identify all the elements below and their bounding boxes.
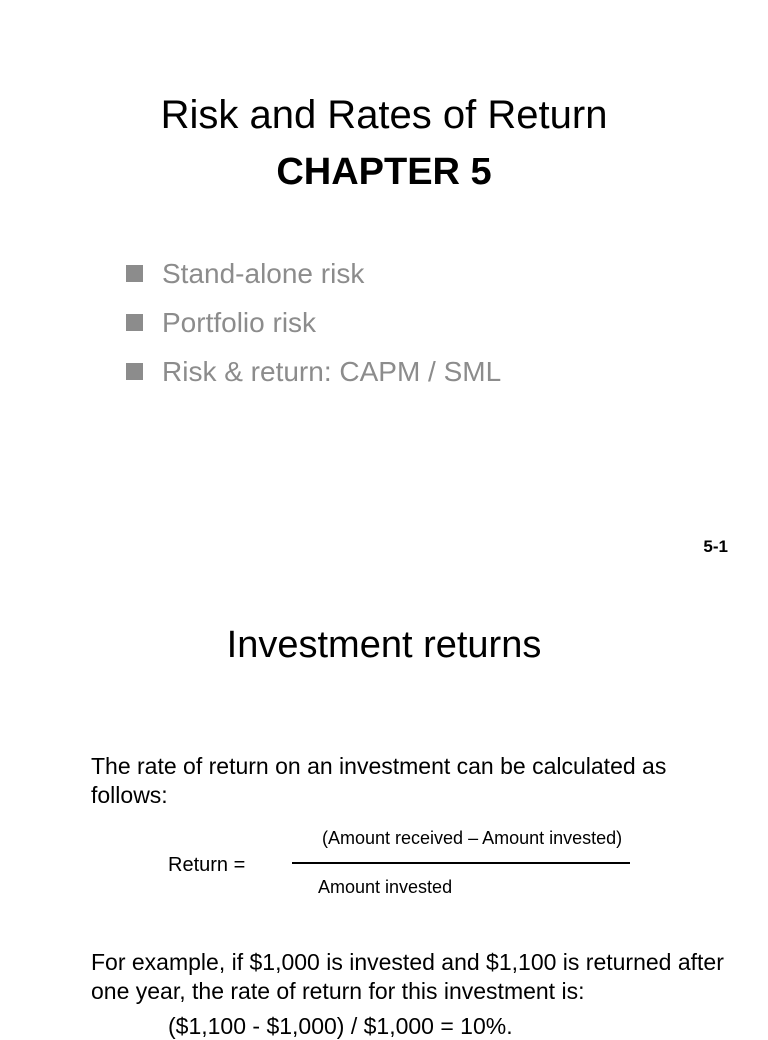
formula-numerator: (Amount received – Amount invested): [322, 828, 623, 848]
fraction-bar: [292, 862, 630, 864]
example-calculation: ($1,100 - $1,000) / $1,000 = 10%.: [168, 1013, 513, 1039]
slide-2: [0, 575, 768, 1039]
formula-label: Return =: [168, 854, 246, 876]
square-bullet-icon: [126, 314, 143, 331]
slide-title: Investment returns: [226, 624, 542, 666]
chapter-heading: CHAPTER 5: [276, 151, 492, 193]
bullet-list: [126, 249, 501, 396]
square-bullet-icon: [126, 363, 143, 380]
bullet-text: Risk & return: CAPM / SML: [162, 355, 502, 387]
slide-title: Risk and Rates of Return: [160, 93, 608, 137]
formula-denominator: Amount invested: [318, 877, 453, 897]
slide-number: 5-1: [703, 537, 728, 556]
square-bullet-icon: [126, 265, 143, 282]
bullet-text: Stand-alone risk: [162, 257, 365, 289]
example-paragraph: For example, if $1,000 is invested and $1,100 is returned after one year, the rate of return for this investment is:: [91, 949, 724, 1004]
intro-paragraph: The rate of return on an investment can be calculated as follows:: [91, 753, 667, 808]
bullet-text: Portfolio risk: [162, 306, 317, 338]
list-item: [126, 249, 501, 298]
list-item: [126, 298, 501, 347]
list-item: [126, 347, 501, 396]
